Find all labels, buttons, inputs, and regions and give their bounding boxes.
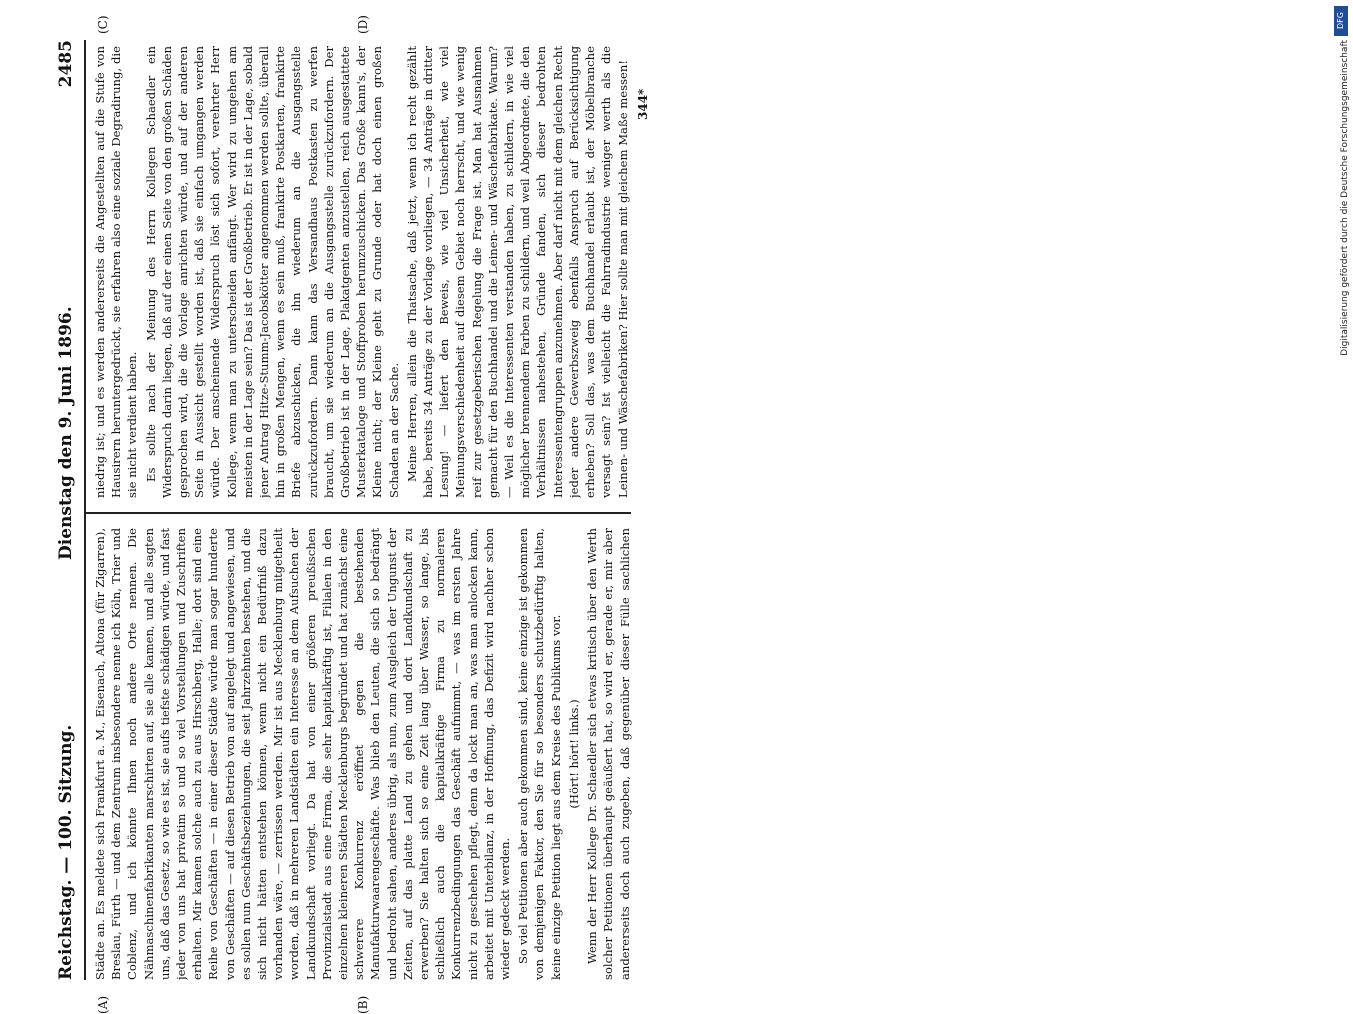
- rotated-page: [56, 15, 1306, 1014]
- paragraph: So viel Petitionen aber auch gekommen sind, keine einzige ist gekommen von demjenigen Faktor, den Sie für so besonders schutzbedürftig halten, keine einzige Petition liegt aus dem Kreise des Publikums vor.: [516, 528, 563, 980]
- paragraph: Meine Herren, allein die Thatsache, daß jetzt, wenn ich recht gezählt habe, bereits 34 Anträge zu der Vorlage vorliegen, — 34 Anträge in dritter Lesung! — liefert den Beweis, wie viel Unsicherheit, wie viel Meinungsverschiedenheit auf diesem Gebiet noch herrscht, und wie wenig reif zur gesetzgeberischen Regelung die Frage ist. Man hat Ausnahmen gemacht für den Buchhandel und die Leinen- und Wäschefabrikate. Warum? — Weil es die Interessenten verstanden haben, zu schildern, in wie viel möglicher brennendem Farben zu schildern, und weil Abgeordnete, die den Verhältnissen nahestehen, Gründe fanden, sich dieser bedrohten Interessentengruppen anzunehmen. Aber darf nicht mit dem gleichen Recht jeder andere Gewerbszweig ebenfalls Anspruch auf Berücksichtigung erheben? Soll das, was dem Buchhandel erlaubt ist, der Möbelbranche versagt sein? Ist vielleicht die Fahrradindustrie weniger werth als die Leinen- und Wäschefabriken? Hier sollte man mit gleichem Maße messen!: [404, 46, 630, 498]
- paragraph: Wenn der Herr Kollege Dr. Schaedler sich etwas kritisch über den Werth solcher Petitionen überhaupt geäußert hat, so wird er, gerade er, mir aber andererseits doch auch zugeben, daß gegenüber dieser Fülle sachlichen: [585, 528, 632, 980]
- interjection: (Hört! hört! links.): [566, 699, 581, 809]
- paragraph: Es sollte nach der Meinung des Herrn Kollegen Schaedler ein Widerspruch darin liegen, daß auf der einen Seite von den großen Schäden gesprochen wird, die die Vorlage anrichten würde, und auf der anderen Seite in Aussicht gestellt worden ist, daß sie einfach umgangen werden würde. Der anscheinende Widerspruch löst sich sofort, verehrter Herr Kollege, wenn man zu unterscheiden anfängt. Wer wird zu umgehen am meisten in der Lage sein? Das ist der Großbetrieb. Er ist in der Lage, sobald jener Antrag Hitze-Stumm-Jacobskötter angenommen werden sollte, überall hin in großen Mengen, wenn es sein muß, frankirte Postkarten, frankirte Briefe abzuschicken, die ihn wiederum an die Ausgangsstelle zurückzufordern. Dann kann das Versandhaus Postkasten zu werfen braucht, um sie wiederum an die Ausgangsstelle zurückzufordern. Der Großbetrieb ist in der Lage, Plakatgenten anzustellen, reich ausgestattete Musterkataloge und Stoffproben herumzuschicken. Das Große kann's, der Kleine nicht; der Kleine geht zu Grunde oder hat doch einen großen Schaden an der Sache.: [143, 46, 401, 498]
- column-divider: [86, 512, 631, 514]
- header-date: Dienstag den 9. Juni 1896.: [56, 306, 76, 560]
- page-header: [56, 40, 82, 980]
- header-rule: [84, 40, 86, 980]
- margin-marker-d: (D): [356, 15, 370, 34]
- left-column: [92, 528, 632, 980]
- signature-mark: 344*: [636, 88, 650, 120]
- margin-marker-b: (B): [356, 995, 370, 1014]
- header-session: Reichstag. — 100. Sitzung.: [56, 724, 76, 980]
- paragraph: niedrig ist; und es werden andererseits die Angestellten auf die Stufe von Hausirern heruntergedrückt, sie erfahren also eine soziale Degradirung, die sie nicht verdient haben.: [93, 46, 140, 498]
- paragraph: Städte an. Es meldete sich Frankfurt a. M., Eisenach, Altona (für Zigarren), Breslau, Fürth — und dem Zentrum insbesondere nenne ich Köln, Trier und Coblenz, und ich könnte Ihnen noch andere Orte nennen. Die Nähmaschinenfabrikanten marschirten auf, sie alle kamen, und alle sagten uns, daß das Gesetz, so wie es ist, sie aufs tiefste schädigen würde, und fast jeder von uns hat privatim so und so viel Vorstellungen und Zuschriften erhalten. Mir kamen solche auch zu aus Hirschberg, Halle; dort sind eine Reihe von Geschäften — in einer dieser Städte würde man sogar hunderte von Geschäften — auf diesen Betrieb von auf angelegt und angewiesen, und es sollen nun Geschäftsbeziehungen, die seit Jahrzehnten bestehen, und die sich nicht hätten entstehen können, wenn nicht ein Bedürfniß dazu vorhanden wäre, — zerrissen werden. Mir ist aus Mecklenburg mitgetheilt worden, daß in mehreren Landstädten ein Interesse an dem Aufsuchen der Landkundschaft vorliegt. Da hat von einer größeren preußischen Provinzialstadt aus eine Firma, die sehr kapitalkräftig ist, Filialen in den einzelnen kleineren Städten Mecklenburgs begründet und hat zunächst eine schwerere Konkurrenz eröffnet gegen die bestehenden Manufakturwaarengeschäfte. Was blieb den Leuten, die sich so bedrängt und bedroht sahen, anderes übrig, als nun, zum Ausgleich der Ungunst der Zeiten, auf das platte Land zu gehen und dort Landkundschaft zu erwerben? Sie halten sich so eine Zeit lang über Wasser, so lange, bis schließlich auch die kapitalkräftige Firma zu normaleren Konkurrenzbedingungen das Geschäft aufnimmt, — was im ersten Jahre nicht zu geschehen pflegt, denn da lockt man an, was man anlocken kann, arbeitet mit Unterbilanz, in der Hoffnung, das Defizit wird nachher schon wieder gedeckt werden.: [93, 528, 513, 980]
- dfg-logo-icon: DFG: [1334, 6, 1348, 36]
- digitization-credit: Digitalisierung gefördert durch die Deutsche Forschungsgemeinschaft: [1340, 40, 1350, 356]
- margin-marker-a: (A): [96, 995, 110, 1014]
- right-column: [92, 46, 632, 498]
- margin-marker-c: (C): [96, 15, 110, 34]
- header-page-number: 2485: [56, 40, 76, 88]
